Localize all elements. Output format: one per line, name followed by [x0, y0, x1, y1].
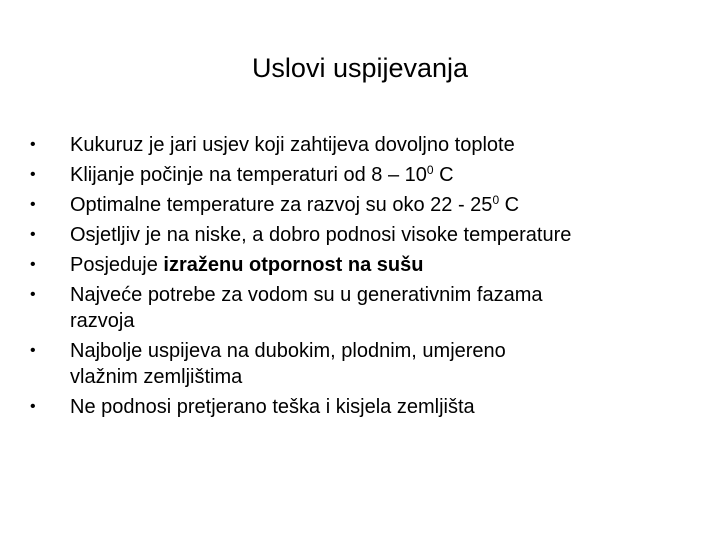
- bullet-item: [30, 336, 700, 392]
- bullet-item: [30, 250, 700, 280]
- bullet-line: [70, 306, 700, 336]
- slide-title: Uslovi uspijevanja: [251, 53, 469, 83]
- bullet-text: Ne podnosi pretjerano teška i kisjela zemljišta: [70, 396, 475, 418]
- bullet-list: [30, 130, 700, 422]
- bullet-text: Optimalne temperature za razvoj su oko 22 - 25: [70, 194, 493, 216]
- bullet-item: [30, 220, 700, 250]
- bold-text: izraženu otpornost na sušu: [163, 254, 424, 276]
- bullet-text: Najbolje uspijeva na dubokim, plodnim, umjereno: [70, 340, 506, 362]
- bullet-text: C: [433, 164, 454, 186]
- bullet-line: [70, 392, 700, 422]
- bullet-dot-icon: •: [30, 166, 36, 183]
- bullet-text: Najveće potrebe za vodom su u generativnim fazama: [70, 284, 543, 306]
- bullet-text: Posjeduje: [70, 254, 164, 276]
- bullet-text: Klijanje počinje na temperaturi od 8 – 10: [70, 164, 427, 186]
- bullet-text: vlažnim zemljištima: [70, 366, 243, 388]
- bullet-dot-icon: •: [30, 256, 36, 273]
- bullet-text: C: [499, 194, 520, 216]
- bullet-line: [70, 160, 700, 190]
- bullet-item: [30, 130, 700, 160]
- superscript-text: 0: [426, 163, 434, 177]
- bullet-line: [70, 190, 700, 220]
- bullet-text: Kukuruz je jari usjev koji zahtijeva dovoljno toplote: [70, 134, 515, 156]
- bullet-line: [70, 250, 700, 280]
- bullet-dot-icon: •: [30, 398, 36, 415]
- bullet-item: [30, 190, 700, 220]
- bullet-dot-icon: •: [30, 136, 36, 153]
- bullet-text: razvoja: [70, 310, 135, 332]
- bullet-dot-icon: •: [30, 226, 36, 243]
- bullet-item: [30, 280, 700, 336]
- bullet-dot-icon: •: [30, 342, 36, 359]
- bullet-line: [70, 362, 700, 392]
- bullet-line: [70, 220, 700, 250]
- superscript-text: 0: [492, 193, 500, 207]
- bullet-dot-icon: •: [30, 286, 36, 303]
- bullet-dot-icon: •: [30, 196, 36, 213]
- bullet-line: [70, 130, 700, 160]
- bullet-item: [30, 160, 700, 190]
- bullet-text: Osjetljiv je na niske, a dobro podnosi visoke temperature: [70, 224, 572, 246]
- bullet-item: [30, 392, 700, 422]
